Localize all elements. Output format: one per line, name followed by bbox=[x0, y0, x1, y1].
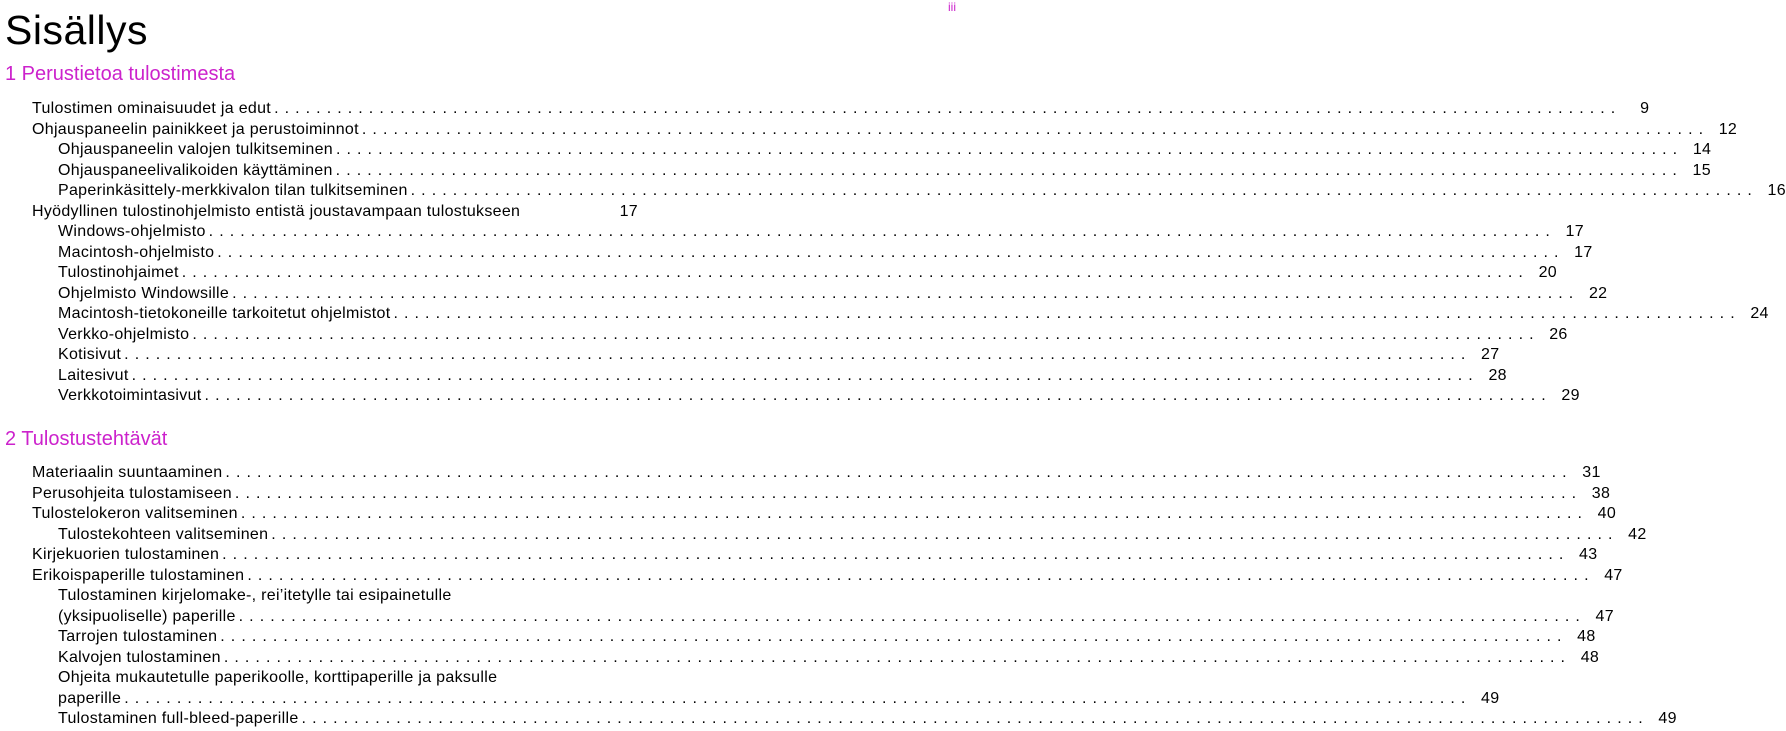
toc-entry-text: Kirjekuorien tulostaminen bbox=[32, 546, 220, 563]
toc-list-chapter-2 bbox=[32, 463, 1677, 730]
toc-entry-page: 29 bbox=[1561, 387, 1580, 404]
toc-entry-text: Tulostimen ominaisuudet ja edut bbox=[32, 100, 272, 117]
toc-entry-line bbox=[58, 525, 1647, 546]
dot-leader: ................................................................................................................................ bbox=[247, 566, 1595, 584]
toc-entry-page: 15 bbox=[1692, 161, 1711, 179]
toc-entry-line bbox=[58, 689, 1500, 710]
toc-entry-text: Ohjelmisto Windowsille bbox=[58, 284, 230, 302]
toc-entry-page: 47 bbox=[1595, 607, 1614, 625]
toc-entry[interactable] bbox=[32, 484, 1611, 505]
toc-entry-line bbox=[58, 325, 1568, 346]
toc-entry-line bbox=[32, 120, 1738, 141]
toc-entry-page: 9 bbox=[1640, 100, 1650, 117]
toc-entry-text: Ohjauspaneelivalikoiden käyttäminen bbox=[58, 161, 333, 179]
dot-leader: ................................................................................................................................ bbox=[232, 284, 1580, 302]
toc-entry-text: Laitesivut bbox=[58, 366, 129, 384]
toc-entry-line bbox=[32, 566, 1623, 587]
toc-entry-line bbox=[58, 161, 1711, 182]
toc-entry-page: 49 bbox=[1481, 689, 1500, 707]
toc-entry-line bbox=[58, 263, 1557, 284]
dot-leader: ................................................................................................................................ bbox=[225, 464, 1573, 481]
toc-entry-line bbox=[58, 648, 1600, 669]
dot-leader: ................................................................................................................................ bbox=[222, 546, 1570, 563]
toc-entry-page: 47 bbox=[1604, 566, 1623, 584]
toc-entry[interactable] bbox=[32, 161, 1711, 182]
toc-entry-page: 49 bbox=[1658, 710, 1677, 727]
toc-entry[interactable] bbox=[32, 545, 1598, 566]
toc-entry-page: 12 bbox=[1718, 120, 1738, 138]
toc-entry-line bbox=[32, 504, 1617, 525]
toc-entry-page: 48 bbox=[1580, 648, 1600, 666]
toc-entry[interactable] bbox=[32, 181, 1786, 202]
toc-entry-line bbox=[32, 202, 638, 223]
toc-entry-line bbox=[58, 386, 1580, 407]
toc-entry-page: 16 bbox=[1767, 182, 1786, 199]
toc-entry-line bbox=[58, 222, 1584, 243]
dot-leader: ................................................................................................................................ bbox=[240, 505, 1589, 522]
toc-entry-text: Macintosh-tietokoneille tarkoitetut ohjelmistot bbox=[58, 305, 391, 322]
toc-entry[interactable] bbox=[32, 325, 1568, 346]
toc-entry-page: 17 bbox=[1574, 243, 1593, 261]
toc-entry-text: Paperinkäsittely-merkkivalon tilan tulkitseminen bbox=[58, 182, 408, 199]
toc-entry[interactable] bbox=[32, 304, 1769, 325]
toc-entry-line bbox=[58, 709, 1677, 730]
toc-entry-text: Tulostinohjaimet bbox=[58, 264, 179, 281]
toc-entry[interactable] bbox=[32, 386, 1580, 407]
toc-entry[interactable] bbox=[32, 566, 1623, 587]
toc-entry-line bbox=[32, 463, 1601, 484]
toc-entry-text: paperille bbox=[58, 689, 122, 707]
toc-entry-page: 17 bbox=[1565, 223, 1584, 240]
chapter-heading-2[interactable]: 2 Tulostustehtävät bbox=[5, 428, 168, 450]
toc-entry-line bbox=[58, 627, 1596, 648]
toc-entry-page: 43 bbox=[1579, 546, 1598, 563]
toc-entry-text: Kotisivut bbox=[58, 346, 122, 363]
toc-entry[interactable] bbox=[32, 345, 1500, 366]
page-number: iii bbox=[948, 0, 956, 14]
toc-entry[interactable] bbox=[32, 222, 1584, 243]
toc-entry[interactable] bbox=[32, 243, 1593, 264]
toc-entry-text: (yksipuoliselle) paperille bbox=[58, 607, 236, 625]
toc-entry-line bbox=[32, 484, 1611, 505]
dot-leader: ................................................................................................................................ bbox=[217, 243, 1565, 261]
toc-entry[interactable] bbox=[32, 627, 1596, 648]
toc-entry-text: Ohjauspaneelin valojen tulkitseminen bbox=[58, 141, 333, 158]
dot-leader: ................................................................................................................................ bbox=[335, 161, 1683, 179]
toc-entry[interactable] bbox=[32, 504, 1617, 525]
dot-leader: ................................................................................................................................ bbox=[393, 305, 1741, 322]
toc-entry-line bbox=[58, 304, 1769, 325]
toc-entry-line bbox=[58, 284, 1608, 305]
toc-entry-line bbox=[58, 607, 1614, 628]
toc-entry-text-line: Tulostaminen kirjelomake-, rei’itetylle tai esipainetulle bbox=[58, 587, 452, 604]
toc-entry-text: Hyödyllinen tulostinohjelmisto entistä joustavampaan tulostukseen bbox=[32, 202, 521, 220]
toc-entry-page: 14 bbox=[1692, 141, 1712, 158]
toc-entry-text: Materiaalin suuntaaminen bbox=[32, 464, 223, 481]
toc-entry-text: Perusohjeita tulostamiseen bbox=[32, 484, 232, 502]
toc-entry-text: Verkkotoimintasivut bbox=[58, 387, 202, 404]
toc-entry-page: 17 bbox=[619, 202, 638, 220]
toc-entry-text: Windows-ohjelmisto bbox=[58, 223, 206, 240]
dot-leader: ................................................................................................................................ bbox=[301, 710, 1649, 727]
dot-leader: ................................................................................................................................ bbox=[208, 223, 1556, 240]
toc-entry-line bbox=[32, 545, 1598, 566]
toc-entry-text: Tulostaminen full-bleed-paperille bbox=[58, 710, 299, 727]
toc-entry[interactable] bbox=[32, 120, 1738, 141]
toc-entry-line bbox=[58, 140, 1712, 161]
toc-entry-page: 40 bbox=[1597, 505, 1617, 522]
dot-leader: ................................................................................................................................ bbox=[223, 648, 1572, 666]
toc-entry[interactable] bbox=[32, 709, 1677, 730]
dot-leader: ................................................................................................................................ bbox=[124, 346, 1472, 363]
toc-entry-line bbox=[58, 181, 1786, 202]
toc-entry-text: Ohjauspaneelin painikkeet ja perustoiminnot bbox=[32, 120, 359, 138]
toc-entry-line bbox=[32, 99, 1650, 120]
toc-entry[interactable] bbox=[32, 648, 1600, 669]
toc-entry-line bbox=[58, 366, 1507, 387]
toc-entry-text: Kalvojen tulostaminen bbox=[58, 648, 221, 666]
toc-entry-page: 31 bbox=[1582, 464, 1601, 481]
toc-entry-text: Verkko-ohjelmisto bbox=[58, 325, 190, 343]
toc-entry-page: 27 bbox=[1481, 346, 1500, 363]
toc-entry-text: Tulostekohteen valitseminen bbox=[58, 525, 269, 543]
toc-entry[interactable] bbox=[32, 140, 1712, 161]
toc-entry-page: 48 bbox=[1577, 628, 1596, 645]
toc-entry-line bbox=[58, 345, 1500, 366]
toc-list-chapter-1 bbox=[32, 99, 1786, 407]
dot-leader: ................................................................................................................................ bbox=[410, 182, 1758, 199]
toc-entry-text: Macintosh-ohjelmisto bbox=[58, 243, 215, 261]
toc-entry-text: Tarrojen tulostaminen bbox=[58, 628, 218, 645]
toc-entry-text-line: Ohjeita mukautetulle paperikoolle, korttipaperille ja paksulle bbox=[58, 669, 498, 686]
toc-entry[interactable] bbox=[32, 586, 1614, 627]
toc-entry-line bbox=[58, 243, 1593, 264]
toc-entry-page: 22 bbox=[1588, 284, 1608, 302]
page-title: Sisällys bbox=[5, 7, 148, 53]
dot-leader: ................................................................................................................................ bbox=[192, 325, 1540, 343]
dot-leader: ................................................................................................................................ bbox=[335, 141, 1684, 158]
toc-entry-page: 42 bbox=[1628, 525, 1647, 543]
dot-leader: ................................................................................................................................ bbox=[131, 366, 1479, 384]
dot-leader: ................................................................................................................................ bbox=[234, 484, 1583, 502]
dot-leader: ................................................................................................................................ bbox=[274, 100, 1622, 117]
toc-entry[interactable] bbox=[32, 99, 1650, 120]
toc-entry[interactable] bbox=[32, 668, 1500, 709]
toc-entry[interactable] bbox=[32, 366, 1507, 387]
toc-entry-page: 38 bbox=[1591, 484, 1611, 502]
dot-leader: ................................................................................................................................ bbox=[238, 607, 1586, 625]
toc-entry-page: 26 bbox=[1549, 325, 1568, 343]
dot-leader: ................................................................................................................................ bbox=[181, 264, 1529, 281]
dot-leader: ................................................................................................................................ bbox=[124, 689, 1472, 707]
toc-entry[interactable] bbox=[32, 284, 1608, 305]
toc-entry[interactable] bbox=[32, 463, 1601, 484]
toc-entry-text: Tulostelokeron valitseminen bbox=[32, 505, 238, 522]
toc-entry[interactable] bbox=[32, 202, 638, 223]
toc-entry-text: Erikoispaperille tulostaminen bbox=[32, 566, 245, 584]
dot-leader: ................................................................................................................................ bbox=[204, 387, 1552, 404]
toc-entry-page: 28 bbox=[1488, 366, 1507, 384]
dot-leader: ................................................................................................................................ bbox=[271, 525, 1619, 543]
chapter-heading-1[interactable]: 1 Perustietoa tulostimesta bbox=[5, 63, 236, 85]
dot-leader: ................................................................................................................................ bbox=[361, 120, 1710, 138]
toc-entry[interactable] bbox=[32, 525, 1647, 546]
dot-leader: ................................................................................................................................ bbox=[220, 628, 1568, 645]
toc-entry-page: 24 bbox=[1750, 305, 1769, 322]
toc-entry[interactable] bbox=[32, 263, 1557, 284]
toc-entry-page: 20 bbox=[1538, 264, 1557, 281]
